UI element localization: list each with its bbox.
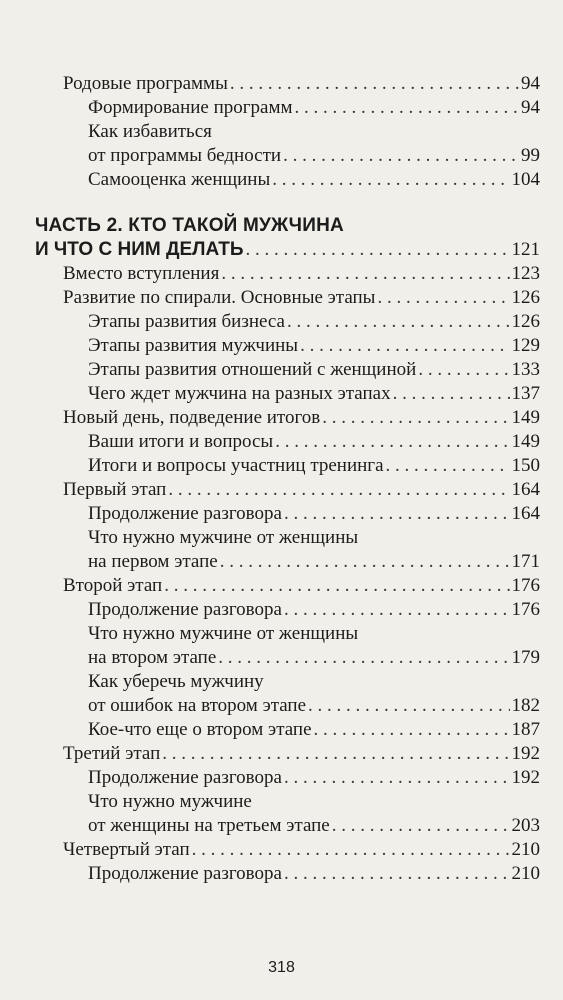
toc-entry-title: Как уберечь мужчину bbox=[88, 671, 264, 692]
toc-entry bbox=[63, 838, 540, 862]
toc-entry bbox=[88, 310, 540, 334]
leader-dots bbox=[162, 742, 509, 766]
leader-dots bbox=[221, 262, 509, 286]
toc-entry-page: 210 bbox=[511, 863, 540, 884]
leader-dots bbox=[284, 598, 510, 622]
toc-entry-page: 182 bbox=[511, 695, 540, 716]
toc-entry bbox=[88, 502, 540, 526]
toc-entry-title: на втором этапе bbox=[88, 647, 217, 668]
toc-entry bbox=[63, 286, 540, 310]
toc-entry-page: 179 bbox=[511, 647, 540, 668]
toc-entry-page: 192 bbox=[511, 767, 540, 788]
toc-entry-title: Что нужно мужчине bbox=[88, 791, 252, 812]
part-heading: И ЧТО С НИМ ДЕЛАТЬ bbox=[35, 239, 244, 260]
leader-dots bbox=[393, 382, 510, 406]
toc-entry-page: 126 bbox=[511, 311, 540, 332]
leader-dots bbox=[418, 358, 509, 382]
toc-entry bbox=[63, 72, 540, 96]
toc-entry-title: Самооценка женщины bbox=[88, 169, 271, 190]
toc-entry bbox=[63, 478, 540, 502]
toc-entry-title: Итоги и вопросы участниц тренинга bbox=[88, 455, 384, 476]
leader-dots bbox=[295, 96, 519, 120]
toc-entry bbox=[88, 718, 540, 742]
toc-entry-page: 164 bbox=[511, 479, 540, 500]
toc-entry-page: 164 bbox=[511, 503, 540, 524]
leader-dots bbox=[284, 862, 510, 886]
toc-entry bbox=[88, 382, 540, 406]
toc-entry bbox=[63, 742, 540, 766]
toc-entry-title: Вместо вступления bbox=[63, 263, 220, 284]
leader-dots bbox=[287, 310, 510, 334]
toc-entry-title: Формирование программ bbox=[88, 97, 293, 118]
page-number: 318 bbox=[268, 959, 295, 976]
leader-dots bbox=[164, 574, 509, 598]
toc-entry-page: 176 bbox=[511, 599, 540, 620]
leader-dots bbox=[275, 430, 509, 454]
toc-entry bbox=[63, 262, 540, 286]
toc-entry-title: от женщины на третьем этапе bbox=[88, 815, 330, 836]
toc-entry-title: Ваши итоги и вопросы bbox=[88, 431, 274, 452]
toc-entry-page: 104 bbox=[511, 169, 540, 190]
toc-entry bbox=[88, 430, 540, 454]
leader-dots bbox=[308, 694, 509, 718]
toc-entry-page: 150 bbox=[511, 455, 540, 476]
toc-entry-page: 176 bbox=[511, 575, 540, 596]
toc-entry-title: Третий этап bbox=[63, 743, 161, 764]
leader-dots bbox=[246, 238, 510, 262]
toc-entry-page: 94 bbox=[521, 73, 540, 94]
leader-dots bbox=[192, 838, 510, 862]
toc-entry-title: Продолжение разговора bbox=[88, 863, 282, 884]
leader-dots bbox=[377, 286, 509, 310]
toc-entry bbox=[88, 144, 540, 168]
leader-dots bbox=[322, 406, 509, 430]
toc-entry-title: Второй этап bbox=[63, 575, 163, 596]
toc-entry bbox=[88, 814, 540, 838]
toc-entry-title: Что нужно мужчине от женщины bbox=[88, 623, 359, 644]
toc-entry-title: Этапы развития бизнеса bbox=[88, 311, 285, 332]
toc-entry bbox=[35, 238, 540, 262]
toc-entry-page: 187 bbox=[511, 719, 540, 740]
toc-entry-title: Родовые программы bbox=[63, 73, 228, 94]
leader-dots bbox=[218, 646, 509, 670]
leader-dots bbox=[168, 478, 509, 502]
leader-dots bbox=[300, 334, 509, 358]
leader-dots bbox=[284, 766, 510, 790]
toc-entry-title: Первый этап bbox=[63, 479, 167, 500]
toc-entry-page: 210 bbox=[511, 839, 540, 860]
toc-entry-title: Новый день, подведение итогов bbox=[63, 407, 321, 428]
toc-entry-title: Развитие по спирали. Основные этапы bbox=[63, 287, 376, 308]
toc-entry-title: Что нужно мужчине от женщины bbox=[88, 527, 359, 548]
leader-dots bbox=[272, 168, 509, 192]
toc-entry bbox=[88, 168, 540, 192]
part-heading: ЧАСТЬ 2. КТО ТАКОЙ МУЖЧИНА bbox=[35, 215, 344, 236]
toc-entry-page: 121 bbox=[511, 239, 540, 260]
leader-dots bbox=[332, 814, 510, 838]
toc-entry bbox=[88, 862, 540, 886]
toc-entry bbox=[88, 598, 540, 622]
toc-entry-page: 149 bbox=[511, 431, 540, 452]
toc-entry bbox=[88, 454, 540, 478]
leader-dots bbox=[230, 72, 519, 96]
toc-entry-title: Продолжение разговора bbox=[88, 503, 282, 524]
toc-entry-page: 99 bbox=[521, 145, 540, 166]
toc-entry-page: 171 bbox=[511, 551, 540, 572]
toc-entry-title: Этапы развития отношений с женщиной bbox=[88, 359, 417, 380]
toc-entry bbox=[88, 334, 540, 358]
toc-entry-title: от ошибок на втором этапе bbox=[88, 695, 307, 716]
toc-entry-title: Продолжение разговора bbox=[88, 767, 282, 788]
toc-entry bbox=[88, 694, 540, 718]
toc-entry-title: на первом этапе bbox=[88, 551, 218, 572]
leader-dots bbox=[283, 144, 519, 168]
toc-entry-page: 129 bbox=[511, 335, 540, 356]
toc-entry bbox=[88, 358, 540, 382]
toc-entry-page: 123 bbox=[511, 263, 540, 284]
toc-entry-title: Чего ждет мужчина на разных этапах bbox=[88, 383, 391, 404]
leader-dots bbox=[284, 502, 510, 526]
toc-entry-page: 149 bbox=[511, 407, 540, 428]
toc-entry bbox=[63, 574, 540, 598]
toc-entry bbox=[88, 96, 540, 120]
toc-entry-title: Этапы развития мужчины bbox=[88, 335, 299, 356]
toc-entry-page: 94 bbox=[521, 97, 540, 118]
leader-dots bbox=[314, 718, 510, 742]
toc-entry-title: Как избавиться bbox=[88, 121, 212, 142]
toc-entry bbox=[63, 406, 540, 430]
toc-entry-title: Кое-что еще о втором этапе bbox=[88, 719, 312, 740]
toc-entry-page: 133 bbox=[511, 359, 540, 380]
toc-entry-page: 126 bbox=[511, 287, 540, 308]
toc-entry bbox=[88, 766, 540, 790]
leader-dots bbox=[386, 454, 510, 478]
toc-entry-title: от программы бедности bbox=[88, 145, 282, 166]
toc-entry-page: 192 bbox=[511, 743, 540, 764]
leader-dots bbox=[220, 550, 510, 574]
toc-entry bbox=[88, 550, 540, 574]
toc-entry-title: Продолжение разговора bbox=[88, 599, 282, 620]
toc-entry-page: 203 bbox=[511, 815, 540, 836]
toc-entry bbox=[88, 646, 540, 670]
toc-entry-title: Четвертый этап bbox=[63, 839, 190, 860]
toc-entry-page: 137 bbox=[511, 383, 540, 404]
